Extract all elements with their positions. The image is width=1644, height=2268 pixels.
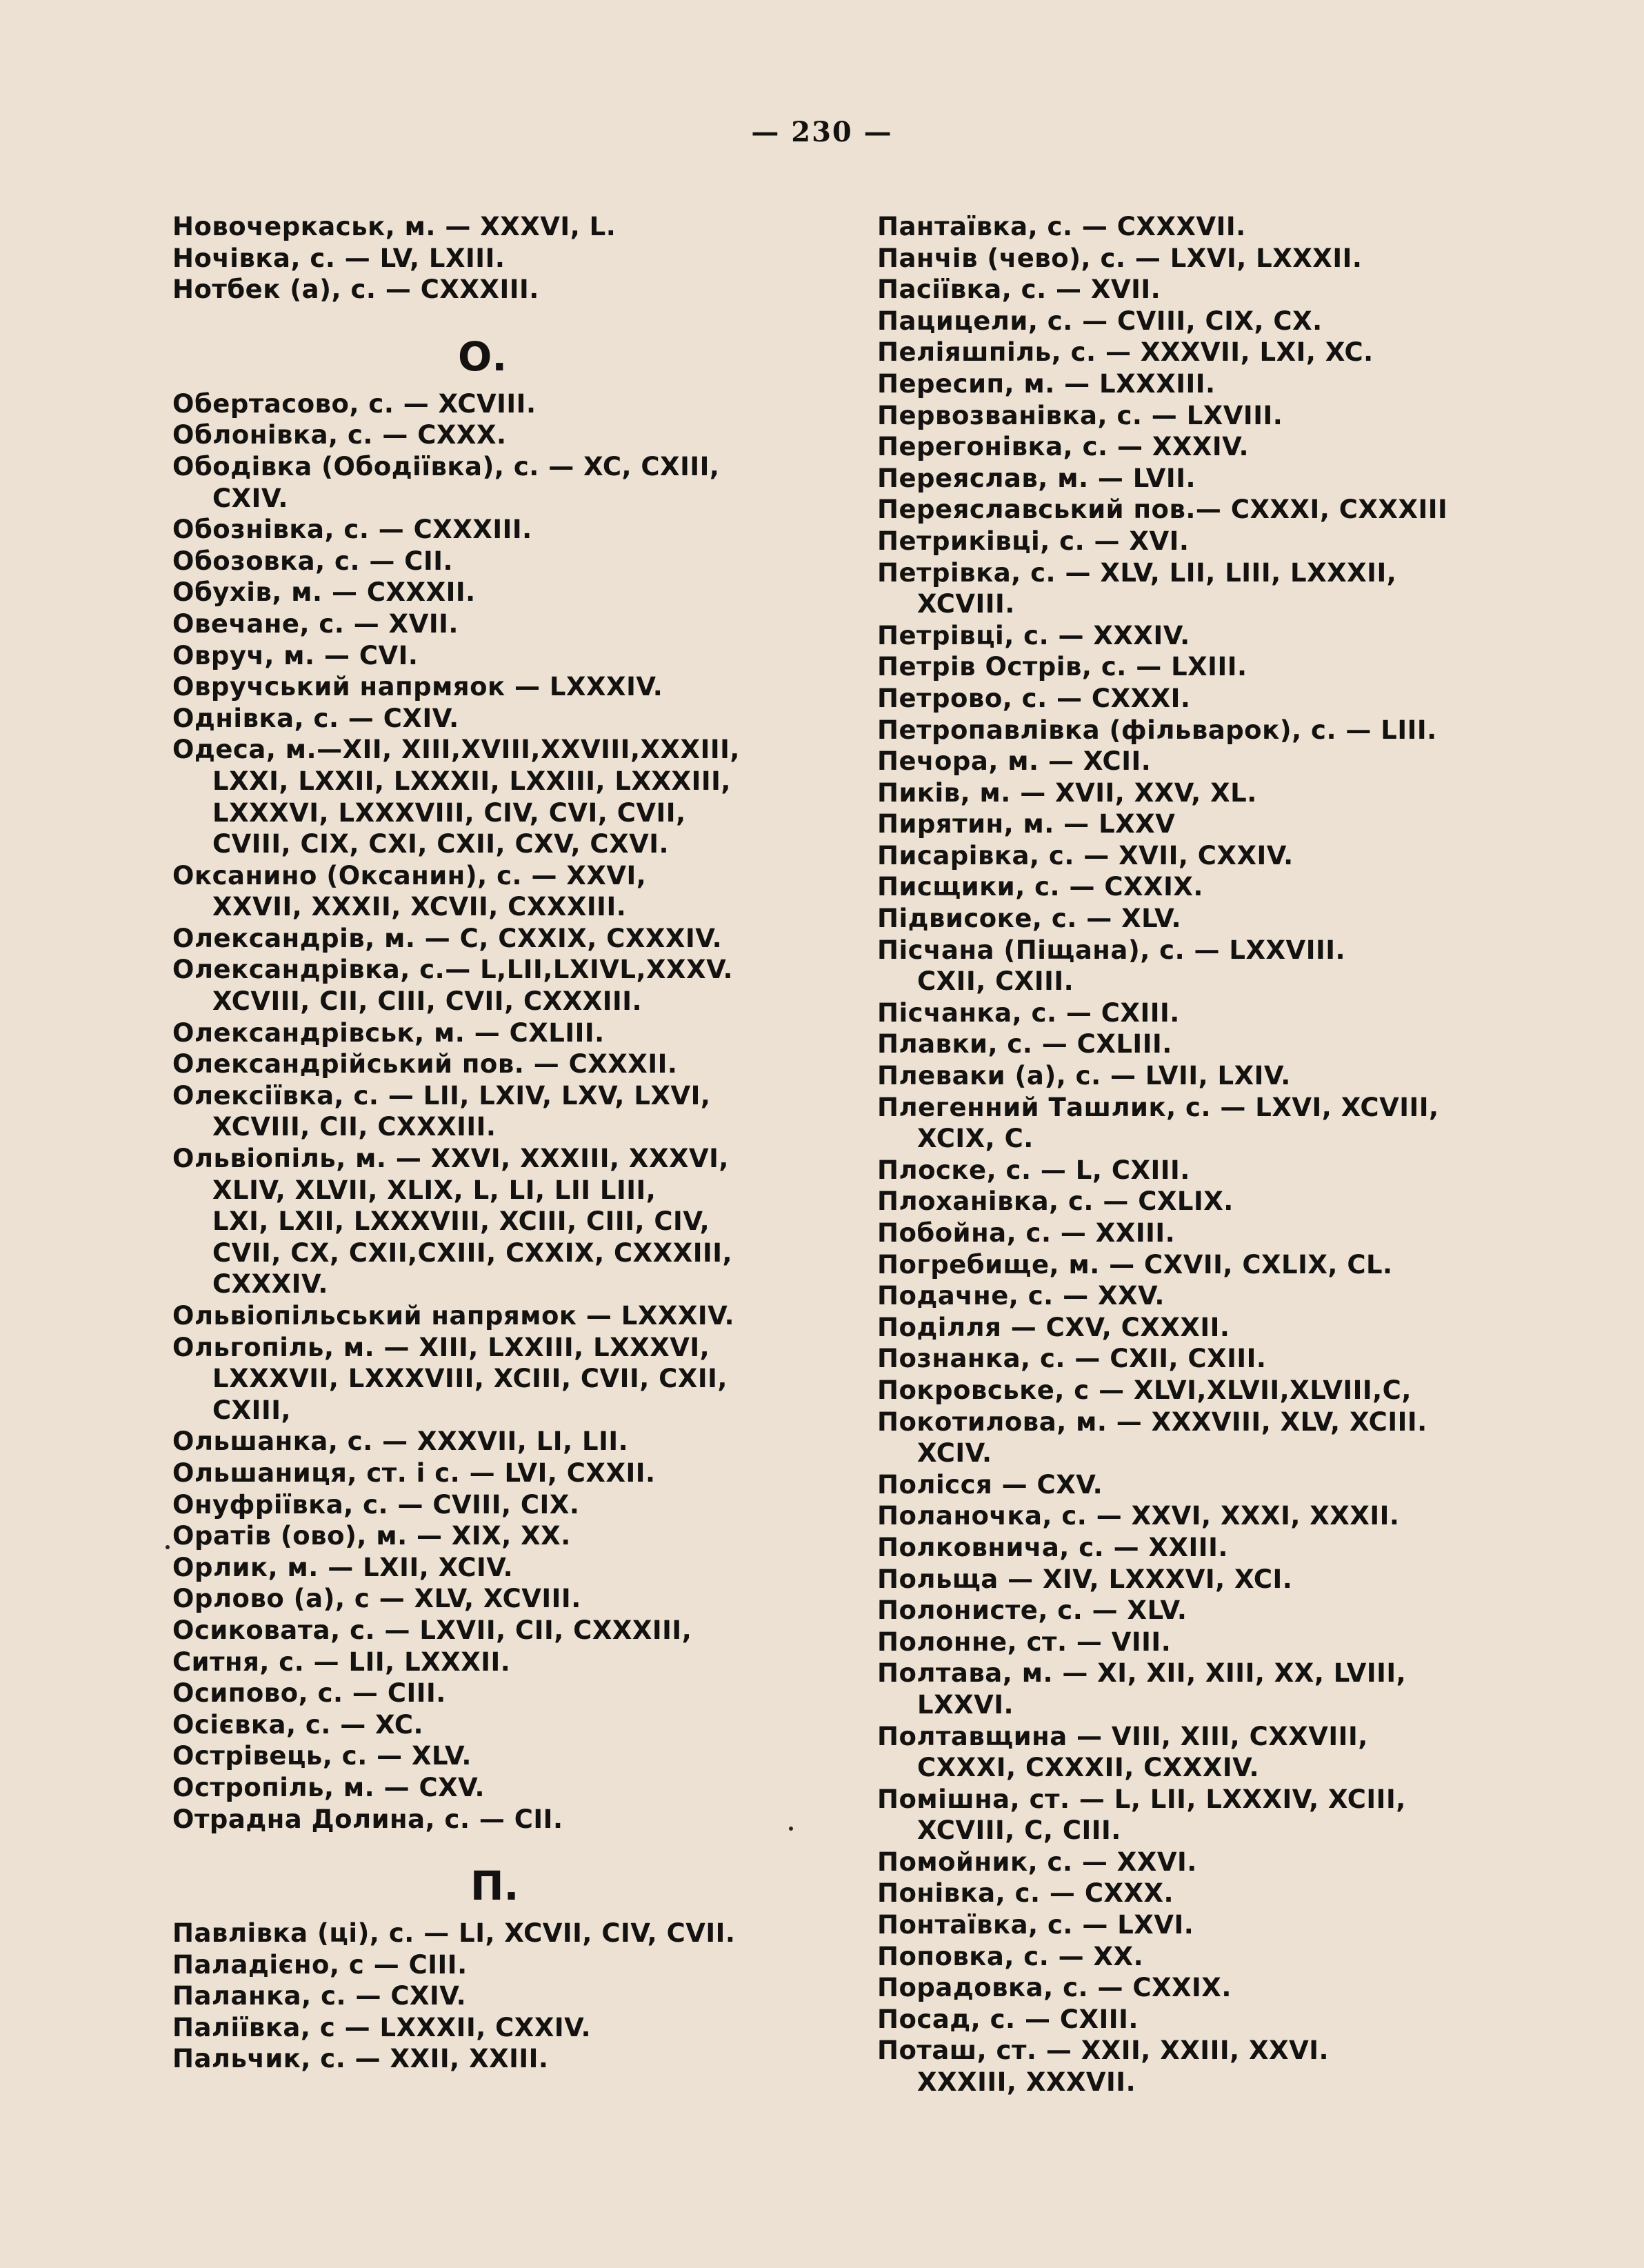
entry-text: Овручський напрмяок — LXXXIV. xyxy=(172,672,663,702)
entry-continuation: LXXI, LXXII, LXXXII, LXXIII, LXXXIII, xyxy=(212,766,731,796)
entry-text: Олексіївка, с. — LII, LXIV, LXV, LXVI, xyxy=(172,1080,711,1111)
index-entry xyxy=(172,388,793,420)
index-entry xyxy=(877,620,1508,652)
index-entry xyxy=(877,1941,1508,1973)
entry-text: Осієвка, с. — XC. xyxy=(172,1709,424,1740)
entry-text: Пирятин, м. — LXXV xyxy=(877,809,1176,839)
entry-text: Пиків, м. — XVII, XXV, XL. xyxy=(877,777,1257,808)
section-p-entries xyxy=(172,1918,793,2075)
index-entry xyxy=(877,1312,1508,1344)
index-entry xyxy=(172,211,793,243)
entry-text: Осипово, с. — CIII. xyxy=(172,1678,446,1709)
right-column xyxy=(877,211,1508,2098)
index-entry xyxy=(877,1155,1508,1186)
index-entry xyxy=(877,1972,1508,2004)
index-entry xyxy=(172,577,793,608)
entry-text: Підвисоке, с. — XLV. xyxy=(877,904,1182,934)
index-entry xyxy=(877,1060,1508,1092)
right-entries xyxy=(877,211,1508,2098)
left-column xyxy=(172,211,793,2075)
entry-text: Плеваки (а), с. — LVII, LXIV. xyxy=(877,1061,1291,1091)
entry-text: Оксанино (Оксанин), с. — XXVI, xyxy=(172,860,647,891)
entry-text: Поланочка, с. — XXVI, XXXI, XXXII. xyxy=(877,1501,1400,1531)
index-entry xyxy=(172,1048,793,1080)
entry-text: Петрівка, с. — XLV, LII, LIII, LXXXII, xyxy=(877,557,1397,588)
index-entry xyxy=(877,1909,1508,1941)
index-entry xyxy=(172,1426,793,1458)
entry-text: Плавки, с. — CXLIII. xyxy=(877,1029,1172,1060)
index-entry xyxy=(877,1092,1508,1155)
entry-text: Олександрів, м. — C, CXXIX, CXXXIV. xyxy=(172,923,723,953)
entry-text: Облонівка, с. — CXXX. xyxy=(172,420,507,450)
entry-text: Плегенний Ташлик, с. — LXVI, XCVIII, xyxy=(877,1092,1439,1122)
entry-text: Порадовка, с. — CXXIX. xyxy=(877,1973,1232,2003)
entry-text: Побойна, с. — XXIII. xyxy=(877,1218,1176,1248)
entry-text: Пісчанка, с. — CXIII. xyxy=(877,997,1180,1028)
index-entry xyxy=(877,1532,1508,1564)
entry-text: Пасіївка, с. — XVII. xyxy=(877,275,1161,305)
entry-text: Оратів (ово), м. — XIX, XX. xyxy=(172,1521,571,1551)
entry-text: Ночівка, с. — LV, LXIII. xyxy=(172,243,505,273)
index-entry xyxy=(172,1017,793,1049)
entry-text: Ольгопіль, м. — XIII, LXXIII, LXXXVI, xyxy=(172,1332,710,1362)
index-entry xyxy=(877,1406,1508,1469)
entry-text: Овруч, м. — CVI. xyxy=(172,640,419,670)
entry-text: Первозванівка, с. — LXVIII. xyxy=(877,400,1283,430)
index-entry xyxy=(877,400,1508,432)
entry-text: Полонне, ст. — VIII. xyxy=(877,1627,1172,1657)
index-entry xyxy=(877,871,1508,903)
print-speck xyxy=(166,1545,170,1549)
entry-text: Павлівка (ці), с. — LI, XCVII, CIV, CVII. xyxy=(172,1918,736,1949)
index-entry xyxy=(172,274,793,306)
entry-text: Пісчана (Піщана), с. — LXXVIII. xyxy=(877,935,1346,965)
index-entry xyxy=(877,494,1508,526)
index-entry xyxy=(172,1143,793,1300)
entry-continuation: CXII, CXIII. xyxy=(917,966,1074,997)
entry-text: Переяславський пов.— CXXXI, CXXXIII xyxy=(877,495,1448,525)
index-entry xyxy=(877,1784,1508,1847)
entry-text: Полонисте, с. — XLV. xyxy=(877,1595,1187,1626)
entry-text: Покровське, с — XLVI,XLVII,XLVIII,C, xyxy=(877,1375,1412,1405)
index-entry xyxy=(172,1332,793,1426)
index-entry xyxy=(172,514,793,546)
entry-text: Понівка, с. — CXXX. xyxy=(877,1878,1174,1909)
entry-text: Однівка, с. — CXIV. xyxy=(172,703,459,733)
entry-text: Пацицели, с. — CVIII, CIX, CX. xyxy=(877,306,1323,336)
index-entry xyxy=(877,1469,1508,1501)
entry-continuation: XLIV, XLVII, XLIX, L, LI, LII LIII, xyxy=(212,1175,656,1205)
entry-text: Полісся — CXV. xyxy=(877,1469,1103,1500)
entry-text: Орлово (а), с — XLV, XCVIII. xyxy=(172,1584,581,1614)
index-entry xyxy=(172,608,793,640)
entry-text: Поповка, с. — XX. xyxy=(877,1941,1144,1971)
index-entry xyxy=(877,1375,1508,1406)
entry-continuation: XCVIII, C, CIII. xyxy=(917,1816,1121,1846)
entry-continuation: XCIV. xyxy=(917,1438,992,1469)
index-entry xyxy=(877,1217,1508,1249)
index-entry xyxy=(172,671,793,703)
index-entry xyxy=(877,1627,1508,1658)
index-entry xyxy=(877,746,1508,777)
entry-text: Писщики, с. — CXXIX. xyxy=(877,872,1203,902)
index-entry xyxy=(172,640,793,672)
index-entry xyxy=(172,451,793,514)
index-entry xyxy=(877,840,1508,872)
index-entry xyxy=(877,1658,1508,1720)
entry-text: Погребище, м. — CXVII, CXLIX, CL. xyxy=(877,1249,1393,1280)
entry-text: Новочеркаськ, м. — XXXVI, L. xyxy=(172,212,616,241)
entry-text: Отрадна Долина, с. — CII. xyxy=(172,1804,563,1834)
entry-text: Орлик, м. — LXII, XCIV. xyxy=(172,1552,514,1582)
index-entry xyxy=(877,1028,1508,1060)
index-entry xyxy=(172,2043,793,2075)
entry-continuation: CXIV. xyxy=(212,483,288,513)
entry-text: Обозовка, с. — CII. xyxy=(172,546,454,576)
index-entry xyxy=(172,1709,793,1741)
index-entry xyxy=(877,368,1508,400)
entry-text: Писарівка, с. — XVII, CXXIV. xyxy=(877,840,1294,871)
index-entry xyxy=(877,1878,1508,1909)
index-entry xyxy=(877,431,1508,463)
index-entry xyxy=(877,243,1508,275)
entry-continuation: CXIII, xyxy=(212,1395,292,1425)
index-entry xyxy=(172,1520,793,1552)
entry-text: Паліївка, с — LXXXII, CXXIV. xyxy=(172,2012,592,2042)
index-entry xyxy=(172,703,793,735)
entry-text: Онуфріївка, с. — CVIII, CIX. xyxy=(172,1489,580,1520)
index-entry xyxy=(172,954,793,1017)
index-entry xyxy=(172,1552,793,1584)
entry-text: Петрівці, с. — XXXIV. xyxy=(877,620,1190,650)
index-entry xyxy=(172,1918,793,1949)
index-entry xyxy=(877,903,1508,935)
entry-text: Петриківці, с. — XVI. xyxy=(877,526,1190,556)
entry-text: Плоске, с. — L, CXIII. xyxy=(877,1155,1190,1185)
entry-text: Ольшанка, с. — XXXVII, LI, LII. xyxy=(172,1426,629,1457)
entry-continuation: XCVIII, CII, CIII, CVII, CXXXIII. xyxy=(212,986,643,1017)
entry-text: Обознівка, с. — CXXXIII. xyxy=(172,515,532,545)
index-entry xyxy=(877,683,1508,715)
index-entry xyxy=(172,1080,793,1143)
entry-text: Пантаївка, с. — CXXXVII. xyxy=(877,212,1246,241)
entry-text: Петрів Острів, с. — LXIII. xyxy=(877,652,1247,682)
entry-continuation: XCIX, C. xyxy=(917,1124,1034,1154)
index-entry xyxy=(877,777,1508,809)
entry-text: Подачне, с. — XXV. xyxy=(877,1281,1165,1311)
print-speck xyxy=(789,1827,793,1831)
index-entry xyxy=(172,1647,793,1678)
index-entry xyxy=(877,211,1508,243)
entry-continuation: XCVIII. xyxy=(917,589,1015,619)
entry-continuation: LXXXVI, LXXXVIII, CIV, CVI, CVII, xyxy=(212,797,686,828)
entry-text: Олександрійський пов. — CXXXII. xyxy=(172,1049,678,1080)
entry-text: Полтава, м. — XI, XII, XIII, XX, LVIII, xyxy=(877,1658,1407,1689)
entry-text: Паланка, с. — CXIV. xyxy=(172,1981,467,2011)
entry-text: Помойник, с. — XXVI. xyxy=(877,1847,1197,1877)
entry-text: Понтаївка, с. — LXVI. xyxy=(877,1910,1194,1940)
entry-text: Ольвіопільський напрямок — LXXXIV. xyxy=(172,1301,735,1331)
index-entry xyxy=(877,935,1508,997)
entry-text: Ободівка (Ободіївка), с. — XC, CXIII, xyxy=(172,451,720,481)
entry-continuation: LXXVI. xyxy=(917,1689,1014,1720)
entry-text: Осиковата, с. — LXVII, CII, CXXXIII, xyxy=(172,1615,692,1645)
entry-text: Печора, м. — XCII. xyxy=(877,746,1152,777)
index-entry xyxy=(172,1583,793,1615)
top-entries xyxy=(172,211,793,306)
index-entry xyxy=(877,1249,1508,1281)
entry-text: Посад, с. — CXIII. xyxy=(877,2004,1139,2034)
index-entry xyxy=(877,526,1508,557)
entry-text: Полковнича, с. — XXIII. xyxy=(877,1532,1228,1562)
index-entry xyxy=(877,1343,1508,1375)
index-entry xyxy=(172,1489,793,1521)
entry-text: Панчів (чево), с. — LXVI, LXXXII. xyxy=(877,243,1363,273)
entry-text: Овечане, с. — XVII. xyxy=(172,608,459,639)
entry-text: Обухів, м. — CXXXII. xyxy=(172,577,476,608)
entry-text: Острівець, с. — XLV. xyxy=(172,1741,472,1771)
entry-text: Поташ, ст. — XXII, XXIII, XXVI. xyxy=(877,2036,1330,2066)
index-entry xyxy=(172,1949,793,1981)
entry-text: Петрово, с. — CXXXI. xyxy=(877,683,1191,713)
entry-continuation: LXXXVII, LXXXVIII, XCIII, CVII, CXII, xyxy=(212,1364,728,1394)
index-entry xyxy=(877,997,1508,1029)
index-entry xyxy=(172,860,793,923)
index-entry xyxy=(877,2004,1508,2036)
index-entry xyxy=(172,734,793,859)
index-entry xyxy=(877,306,1508,337)
entry-text: Поділля — CXV, CXXXII. xyxy=(877,1312,1230,1342)
entry-text: Переяслав, м. — LVII. xyxy=(877,463,1196,493)
index-entry xyxy=(172,419,793,451)
index-entry xyxy=(172,1804,793,1836)
entry-text: Плоханівка, с. — CXLIX. xyxy=(877,1186,1234,1217)
index-entry xyxy=(877,1500,1508,1532)
entry-text: Пеліяшпіль, с. — XXXVII, LXI, XC. xyxy=(877,337,1374,368)
index-entry xyxy=(877,1186,1508,1217)
entry-text: Обертасово, с. — XCVIII. xyxy=(172,388,537,419)
entry-continuation: XXVII, XXXII, XCVII, CXXXIII. xyxy=(212,892,627,922)
index-entry xyxy=(172,1300,793,1332)
index-entry xyxy=(877,651,1508,683)
entry-text: Помішна, ст. — L, LII, LXXXIV, XCIII, xyxy=(877,1784,1406,1814)
entry-text: Польща — XIV, LXXXVI, XCI. xyxy=(877,1564,1293,1594)
index-entry xyxy=(877,274,1508,306)
entry-text: Ситня, с. — LII, LXXXII. xyxy=(172,1647,511,1677)
entry-continuation: XXXIII, XXXVII. xyxy=(917,2067,1136,2098)
index-entry xyxy=(172,1740,793,1772)
page-number: — 230 — xyxy=(751,116,893,148)
index-entry xyxy=(877,1564,1508,1595)
index-entry xyxy=(172,1678,793,1709)
section-o-entries xyxy=(172,388,793,1835)
entry-text: Покотилова, м. — XXXVIII, XLV, XCIII. xyxy=(877,1406,1427,1437)
index-entry xyxy=(877,557,1508,620)
index-entry xyxy=(877,2035,1508,2098)
index-entry xyxy=(172,923,793,955)
entry-text: Нотбек (а), с. — CXXXIII. xyxy=(172,275,539,305)
entry-text: Полтавщина — VIII, XIII, CXXVIII, xyxy=(877,1721,1368,1751)
index-entry xyxy=(172,1772,793,1804)
entry-text: Петропавлівка (фільварок), с. — LIII. xyxy=(877,715,1437,745)
index-entry xyxy=(172,1458,793,1489)
entry-text: Олександрівка, с.— L,LII,LXIVL,XXXV. xyxy=(172,955,734,985)
entry-text: Познанка, с. — CXII, CXIII. xyxy=(877,1344,1267,1374)
entry-text: Ольвіопіль, м. — XXVI, XXXIII, XXXVI, xyxy=(172,1144,729,1174)
index-entry xyxy=(877,1280,1508,1312)
entry-continuation: CVIII, CIX, CXI, CXII, CXV, CXVI. xyxy=(212,829,670,859)
index-entry xyxy=(172,1615,793,1647)
index-entry xyxy=(877,1847,1508,1878)
index-entry xyxy=(172,243,793,275)
entry-text: Остропіль, м. — CXV. xyxy=(172,1772,485,1802)
entry-continuation: CXXXIV. xyxy=(212,1269,328,1300)
entry-continuation: XCVIII, CII, CXXXIII. xyxy=(212,1112,497,1142)
index-entry xyxy=(172,546,793,577)
index-entry xyxy=(877,808,1508,840)
entry-text: Ольшаниця, ст. і с. — LVI, CXXII. xyxy=(172,1458,656,1488)
entry-text: Одеса, м.—XII, XIII,XVIII,XXVIII,XXXIII, xyxy=(172,735,740,765)
entry-text: Перегонівка, с. — XXXIV. xyxy=(877,432,1250,462)
entry-continuation: CVII, CX, CXII,CXIII, CXXIX, CXXXIII, xyxy=(212,1237,733,1268)
entry-text: Олександрівськ, м. — CXLIII. xyxy=(172,1017,605,1048)
index-entry xyxy=(877,1595,1508,1627)
entry-text: Паладієно, с — CIII. xyxy=(172,1949,468,1980)
index-entry xyxy=(877,337,1508,368)
index-entry xyxy=(172,2012,793,2044)
index-entry xyxy=(172,1980,793,2012)
section-letter-p: П. xyxy=(470,1862,519,1910)
entry-text: Пальчик, с. — XXII, XXIII. xyxy=(172,2044,549,2074)
section-letter-o: О. xyxy=(458,332,508,380)
index-entry xyxy=(877,1721,1508,1784)
entry-text: Пересип, м. — LXXXIII. xyxy=(877,368,1216,399)
entry-continuation: CXXXI, CXXXII, CXXXIV. xyxy=(917,1753,1260,1783)
index-entry xyxy=(877,463,1508,495)
index-entry xyxy=(877,715,1508,746)
entry-continuation: LXI, LXII, LXXXVIII, XCIII, CIII, CIV, xyxy=(212,1206,710,1237)
